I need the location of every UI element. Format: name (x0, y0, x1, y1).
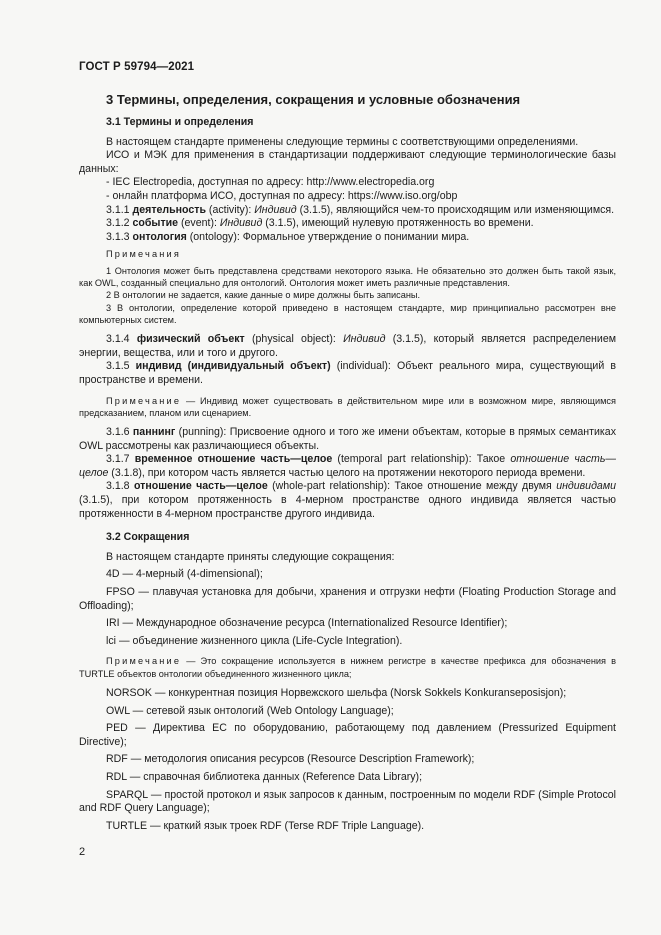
paragraph: В настоящем стандарте применены следующие термины с соответствующими определениями. (106, 135, 579, 148)
term: онтология (132, 230, 187, 243)
paragraph: ИСО и МЭК для применения в стандартизации поддерживают следующие терминологические базы данных: (79, 149, 616, 175)
note-heading: Примечание (106, 395, 182, 406)
note: 3 В онтологии, определение которой приведено в настоящем стандарте, мир принципиально рассмотрен вне компьютерных систем. (79, 302, 616, 325)
note: 1 Онтология может быть представлена средствами некоторого языка. Не обязательно это должен быть такой язык, как OWL, созданный специально для онтологий. Онтология может иметь различные представления. (79, 265, 616, 288)
term: временное отношение часть—целое (134, 453, 333, 466)
abbreviation-item: RDL — справочная библиотека данных (Reference Data Library); (106, 770, 423, 783)
note-heading: Примечание (106, 656, 182, 667)
abbreviation-item: FPSO — плавучая установка для добычи, хранения и отгрузки нефти (Floating Production Storage and Offloading); (79, 586, 616, 612)
term-entry: 3.1.3 онтология (ontology): Формальное утверждение о понимании мира. (106, 230, 470, 243)
term: деятельность (132, 203, 206, 216)
abbreviation-item: 4D — 4-мерный (4-dimensional); (106, 568, 263, 581)
subsection-title-abbreviations: 3.2 Сокращения (106, 531, 190, 544)
abbreviation-item: lci — объединение жизненного цикла (Life-Cycle Integration). (106, 634, 403, 647)
term-entry: 3.1.1 деятельность (activity): Индивид (3.1.5), являющийся чем-то происходящим или изменяющимся. (106, 203, 615, 216)
subsection-title-terms: 3.1 Термины и определения (106, 116, 254, 128)
term-entry: 3.1.5 индивид (индивидуальный объект) (individual): Объект реального мира, существующий в пространстве и времени. (79, 360, 616, 386)
abbreviation-item: PED — Директива ЕС по оборудованию, работающему под давлением (Pressurized Equipment Directive); (79, 722, 616, 748)
abbreviation-item: RDF — методология описания ресурсов (Resource Description Framework); (106, 753, 475, 766)
abbreviation-item: IRI — Международное обозначение ресурса (Internationalized Resource Identifier); (106, 617, 508, 630)
term-entry: 3.1.6 паннинг (punning): Присвоение одного и того же имени объектам, которые в прямых семантиках OWL рассмотрены как различающиеся объекты. (79, 426, 616, 452)
notes-heading: Примечания (106, 249, 182, 260)
section-title: 3 Термины, определения, сокращения и условные обозначения (106, 92, 521, 107)
note: Примечание — Это сокращение используется в нижнем регистре в качестве префикса для обозначения в TURTLE объектов онтологии объединенного жизненного цикла; (79, 656, 616, 679)
standard-header: ГОСТ Р 59794—2021 (79, 61, 195, 73)
term: событие (132, 217, 179, 230)
term-entry: 3.1.8 отношение часть—целое (whole-part relationship): Такое отношение между двумя индивидами (3.1.5), при котором протяженность в 4-мерном пространстве одного индивида является частью протяженности в 4-мерном пространстве другого индивида. (79, 480, 616, 520)
note: Примечание — Индивид может существовать в действительном мире или в возможном мире, являющимся предсказанием, планом или сценарием. (79, 395, 616, 418)
page-number: 2 (79, 846, 86, 858)
term: индивид (индивидуальный объект) (135, 360, 331, 373)
abbreviation-item: NORSOK — конкурентная позиция Норвежского шельфа (Norsk Sokkels Konkuranseposisjon); (106, 687, 567, 699)
abbreviation-item: OWL — сетевой язык онтологий (Web Ontology Language); (106, 704, 394, 717)
term-entry: 3.1.7 временное отношение часть—целое (temporal part relationship): Такое отношение часть—целое (3.1.8), при котором часть является частью целого на протяжении некоторого периода времени. (79, 453, 616, 479)
abbreviation-item: TURTLE — краткий язык троек RDF (Terse RDF Triple Language). (106, 819, 425, 832)
note: 2 В онтологии не задается, какие данные о мире должны быть записаны. (106, 290, 421, 301)
term-entry: 3.1.4 физический объект (physical object): Индивид (3.1.5), который является распределением энергии, вещества, или и того и другого. (79, 333, 616, 359)
paragraph: В настоящем стандарте приняты следующие сокращения: (106, 550, 395, 563)
abbreviation-item: SPARQL — простой протокол и язык запросов к данным, построенным по модели RDF (Simple Protocol and RDF Query Language); (79, 788, 616, 815)
term: физический объект (136, 333, 245, 346)
section-content (79, 92, 616, 833)
list-item: - онлайн платформа ИСО, доступная по адресу: https://www.iso.org/obp (106, 189, 458, 202)
term: паннинг (132, 426, 176, 439)
list-item: - IEC Electropedia, доступная по адресу: http://www.electropedia.org (106, 176, 435, 189)
term-entry: 3.1.2 событие (event): Индивид (3.1.5), имеющий нулевую протяженность во времени. (106, 217, 534, 230)
term: отношение часть—целое (133, 480, 268, 493)
